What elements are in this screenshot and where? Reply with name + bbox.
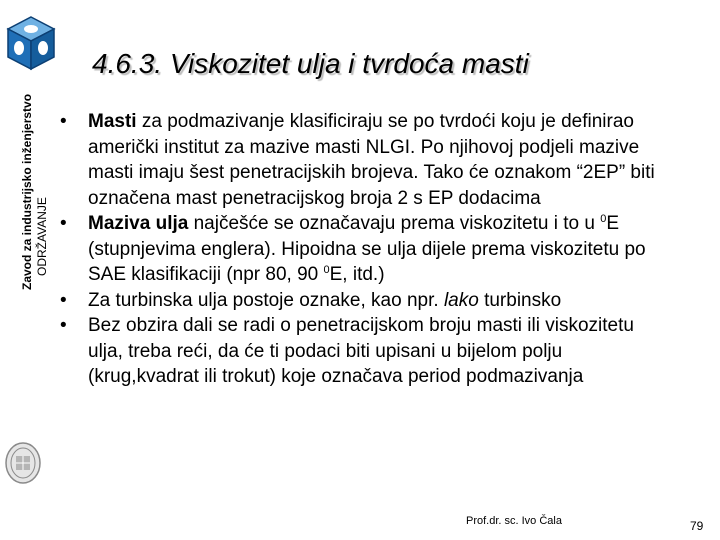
footer-author: Prof.dr. sc. Ivo Čala [466, 515, 562, 527]
bullet-marker: • [60, 213, 67, 234]
bullet-text: Za turbinska ulja postoje oznake, kao npr. [88, 289, 444, 311]
bullet-marker: • [60, 315, 67, 336]
degree-superscript: 0 [600, 213, 607, 225]
sidebar-institute-label: Zavod za industrijsko inženjerstvo [20, 93, 34, 290]
bullet-text: E (stupnjevima englera). Hipoidna se ulja dijele prema viskozitetu po SAE klasifikaciji (npr 80, 90 [88, 213, 646, 285]
bullet-text: najčešće se označavaju prema viskozitetu i to u [188, 213, 601, 234]
term-lako: lako [443, 289, 479, 311]
bullet-marker: • [60, 289, 67, 311]
bullet-text: turbinsko [478, 289, 562, 311]
faculty-cube-logo-icon [5, 14, 57, 72]
sidebar-department-label: ODRŽAVANJE [35, 197, 49, 276]
bullet-text: Bez obzira dali se radi o penetracijskom broju masti ili viskozitetu ulja, treba reći, da će ti podaci biti upisani u bijelom polju (krug,kvadrat ili trokut) koje označava period podmazivanja [88, 315, 634, 387]
bullet-list [60, 109, 658, 390]
bullet-item-oils [60, 211, 658, 288]
bullet-text: E, itd.) [329, 264, 385, 285]
page-number: 79 [690, 519, 704, 533]
bullet-marker: • [60, 111, 67, 132]
degree-superscript: 0 [323, 264, 330, 276]
bullet-item-greases [60, 109, 658, 211]
university-seal-icon [4, 441, 42, 485]
term-masti: Masti [88, 111, 137, 132]
bullet-text: za podmazivanje klasificiraju se po tvrdoći koju je definirao američki institut za mazive masti NLGI. Po njihovoj podjeli mazive masti imaju šest penetracijskih brojeva. Tako će oznakom “2EP” biti označena mast penetracijskog broja 2 s EP dodacima [88, 111, 655, 209]
term-maziva-ulja: Maziva ulja [88, 213, 189, 234]
bullet-item-turbine [60, 288, 658, 314]
bullet-item-labeling [60, 313, 658, 390]
slide-title: 4.6.3. Viskozitet ulja i tvrdoća masti [92, 48, 529, 79]
